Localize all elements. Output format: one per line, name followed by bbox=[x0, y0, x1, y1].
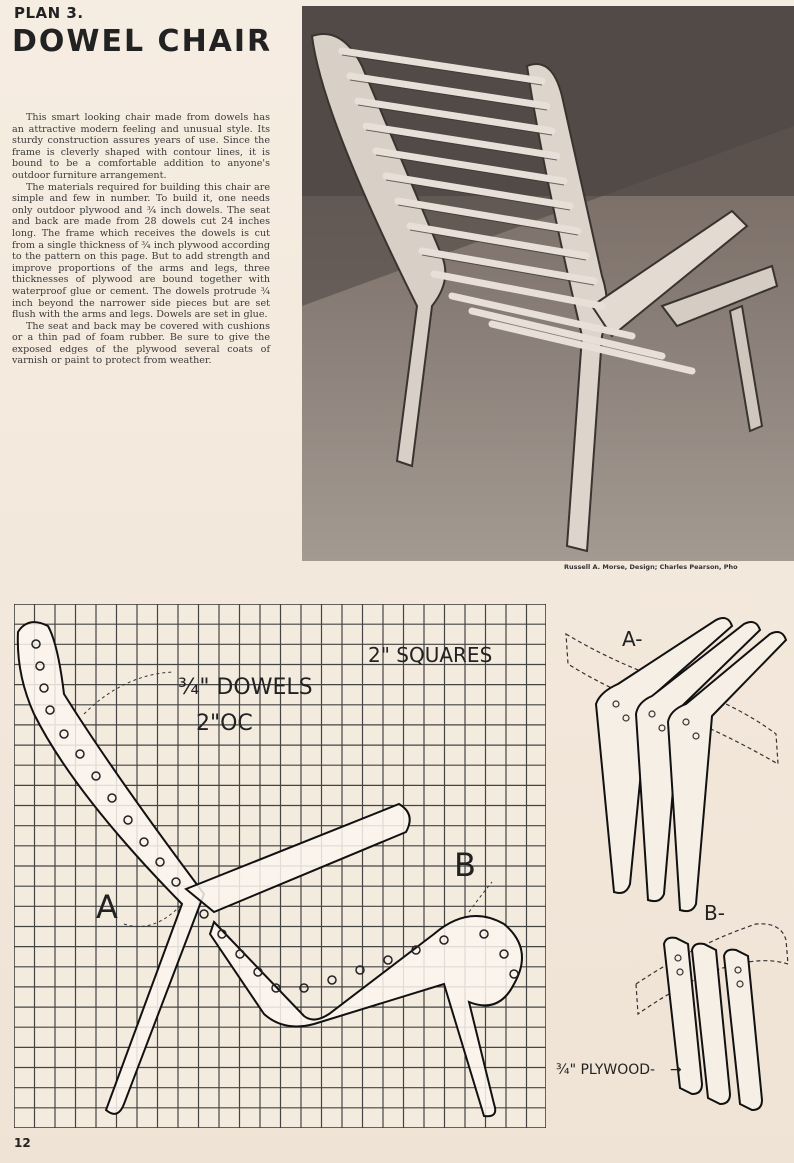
article-paragraph-2: The materials required for building this chair are simple and few in number. To build it, one needs only outdoor plywood and ¾ inch dowels. The seat and back are made from 28 dowels cut 24 inches long. The frame which receives the dowels is cut from a single thickness of ¾ inch plywood according to the pattern on this page. But to add strength and improve proportions of the arms and legs, three thicknesses of plywood are bound together with waterproof glue or cement. The dowels protrude ¾ inch beyond the narrower side pieces but are set flush with the arms and legs. Dowels are set in glue. bbox=[12, 181, 270, 321]
dowels-label: ¾" DOWELS bbox=[178, 675, 313, 700]
assembly-a-label: A- bbox=[622, 627, 643, 651]
squares-label: 2" SQUARES bbox=[368, 643, 493, 667]
page-number: 12 bbox=[14, 1136, 31, 1150]
page-title: DOWEL CHAIR bbox=[12, 24, 273, 59]
assembly-b-label: B- bbox=[704, 901, 725, 925]
article-paragraph-1: This smart looking chair made from dowels has an attractive modern feeling and unusual style. Its sturdy construction assures years of use. Since the frame is cleverly shaped with contour lines, it is bound to be a comfortable addition to anyone's outdoor furniture arrangement. bbox=[12, 112, 270, 181]
assembly-drawing bbox=[556, 604, 794, 1124]
assembly-diagram bbox=[556, 604, 794, 1124]
pattern-grid-drawing bbox=[14, 604, 546, 1128]
article-paragraph-3: The seat and back may be covered with cushions or a thin pad of foam rubber. Be sure to give the exposed edges of the plywood several coats of varnish or paint to protect from weather. bbox=[12, 320, 270, 367]
plywood-arrow: → bbox=[670, 1062, 682, 1078]
chair-photo bbox=[302, 6, 794, 561]
article-body bbox=[12, 112, 270, 367]
plywood-label: ¾" PLYWOOD- bbox=[556, 1062, 656, 1078]
piece-a-label: A bbox=[96, 888, 118, 926]
chair-photo-illustration bbox=[302, 6, 794, 561]
plan-label: PLAN 3. bbox=[14, 4, 84, 22]
photo-credit: Russell A. Morse, Design; Charles Pearson, Pho bbox=[564, 563, 738, 571]
spacing-label: 2"OC bbox=[196, 711, 253, 736]
pattern-grid bbox=[14, 604, 546, 1128]
assembly-a-boards bbox=[596, 618, 786, 911]
piece-b-label: B bbox=[454, 846, 476, 884]
assembly-b-boards bbox=[664, 938, 762, 1110]
